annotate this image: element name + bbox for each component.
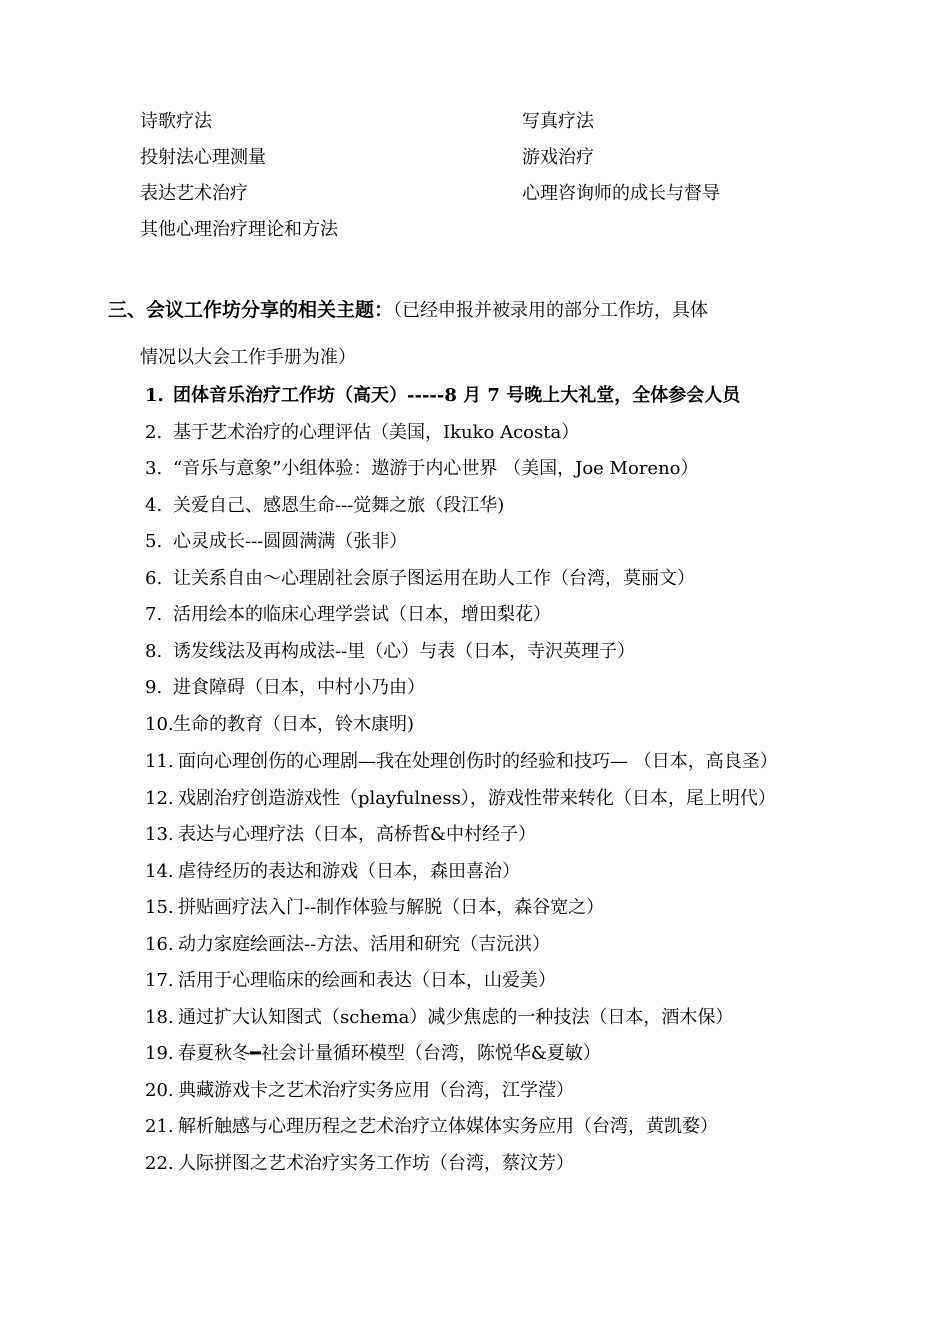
workshop-number: 21. (145, 1116, 174, 1137)
workshop-text: 面向心理创伤的心理剧—我在处理创伤时的经验和技巧— （日本，高良圣） (178, 751, 778, 772)
workshop-number: 20. (145, 1079, 174, 1101)
workshop-item (145, 561, 815, 598)
workshop-text: 动力家庭绘画法--方法、活用和研究（吉沅洪） (178, 933, 551, 955)
workshop-number: 16. (145, 933, 174, 955)
workshop-item (145, 415, 815, 452)
workshop-item (145, 780, 815, 817)
workshop-text: 团体音乐治疗工作坊（高天）-----8 月 7 号晚上大礼堂，全体参会人员 (173, 385, 741, 406)
workshop-number: 4. (145, 494, 163, 516)
workshop-text: 活用于心理临床的绘画和表达（日本，山爱美） (178, 970, 556, 991)
workshop-item (145, 1000, 815, 1037)
workshop-number: 11. (145, 751, 174, 772)
topic-list (140, 102, 840, 246)
topic-row (140, 210, 840, 246)
workshop-number: 10. (145, 713, 174, 735)
workshop-number: 15. (145, 897, 174, 918)
topic-row (140, 174, 840, 210)
workshop-text: “音乐与意象”小组体验：遨游于内心世界 （美国，Joe Moreno） (173, 458, 699, 479)
workshop-text: 心灵成长---圆圆满满（张非） (173, 531, 408, 552)
workshop-item (145, 670, 815, 707)
workshop-text: 解析触感与心理历程之艺术治疗立体媒体实务应用（台湾，黄凯婺） (178, 1116, 718, 1137)
workshop-item (145, 451, 815, 488)
topic-item: 诗歌疗法 (140, 111, 212, 132)
workshop-text: 生命的教育（日本，铃木康明) (173, 713, 415, 735)
workshop-number: 6. (145, 567, 163, 589)
topic-row (140, 138, 840, 174)
workshop-number: 13. (145, 824, 174, 845)
section-title: 三、会议工作坊分享的相关主题： (108, 299, 394, 321)
workshop-item (145, 927, 815, 964)
workshop-number: 22. (145, 1152, 174, 1174)
workshop-number: 1. (145, 385, 164, 406)
workshop-item (145, 963, 815, 1000)
section-note: （已经申报并被录用的部分工作坊，具体 (393, 300, 709, 321)
workshop-item (145, 597, 815, 634)
workshop-text: 人际拼图之艺术治疗实务工作坊（台湾，蔡汶芳） (178, 1152, 574, 1174)
workshop-item (145, 854, 815, 891)
topic-item: 心理咨询师的成长与督导 (522, 183, 720, 204)
workshop-item (145, 1036, 815, 1073)
workshop-text: 拼贴画疗法入门--制作体验与解脱（日本，森谷宽之） (178, 897, 605, 918)
workshop-text: 表达与心理疗法（日本，高桥哲&中村经子） (178, 824, 537, 845)
workshop-number: 12. (145, 788, 174, 809)
workshop-item (145, 1146, 815, 1183)
workshop-number: 17. (145, 970, 174, 991)
workshop-text: 诱发线法及再构成法--里（心）与表（日本，寺沢英理子） (173, 640, 636, 662)
workshop-number: 18. (145, 1006, 174, 1028)
workshop-text: 典藏游戏卡之艺术治疗实务应用（台湾，江学滢） (178, 1079, 574, 1101)
workshop-text: 关爱自己、感恩生命---觉舞之旅（段江华) (173, 494, 505, 516)
workshop-text: 通过扩大认知图式（schema）减少焦虑的一种技法（日本，酒木保） (178, 1006, 734, 1028)
workshop-item (145, 743, 815, 780)
workshop-text: 春夏秋冬━社会计量循环模型（台湾，陈悦华&夏敏） (178, 1043, 601, 1064)
topic-item: 表达艺术治疗 (140, 183, 248, 204)
workshop-text: 进食障碍（日本，中村小乃由） (173, 677, 425, 698)
workshop-text: 戏剧治疗创造游戏性（playfulness），游戏性带来转化（日本，尾上明代） (178, 788, 776, 809)
section-note-continued: 情况以大会工作手册为准） (140, 347, 356, 368)
workshop-list (145, 378, 815, 1182)
topic-row (140, 102, 840, 138)
workshop-text: 让关系自由～心理剧社会原子图运用在助人工作（台湾，莫丽文） (173, 567, 695, 589)
topic-item: 投射法心理测量 (140, 147, 266, 168)
topic-item: 游戏治疗 (522, 147, 594, 168)
section-heading (108, 296, 818, 325)
workshop-item (145, 524, 815, 561)
topic-item: 写真疗法 (522, 111, 594, 132)
workshop-text: 基于艺术治疗的心理评估（美国，Ikuko Acosta） (173, 421, 580, 443)
workshop-number: 8. (145, 640, 163, 662)
workshop-item (145, 707, 815, 744)
workshop-item (145, 890, 815, 927)
workshop-number: 9. (145, 677, 163, 698)
workshop-number: 5. (145, 531, 163, 552)
workshop-number: 3. (145, 458, 163, 479)
workshop-number: 14. (145, 860, 174, 882)
workshop-item (145, 378, 815, 415)
workshop-item (145, 1109, 815, 1146)
workshop-item (145, 488, 815, 525)
workshop-number: 2. (145, 421, 163, 443)
workshop-number: 19. (145, 1043, 174, 1064)
workshop-item (145, 817, 815, 854)
workshop-text: 虐待经历的表达和游戏（日本，森田喜治） (178, 860, 520, 882)
workshop-text: 活用绘本的临床心理学尝试（日本，增田梨花） (173, 604, 551, 625)
workshop-item (145, 1073, 815, 1110)
workshop-number: 7. (145, 604, 163, 625)
topic-item: 其他心理治疗理论和方法 (140, 219, 338, 240)
workshop-item (145, 634, 815, 671)
